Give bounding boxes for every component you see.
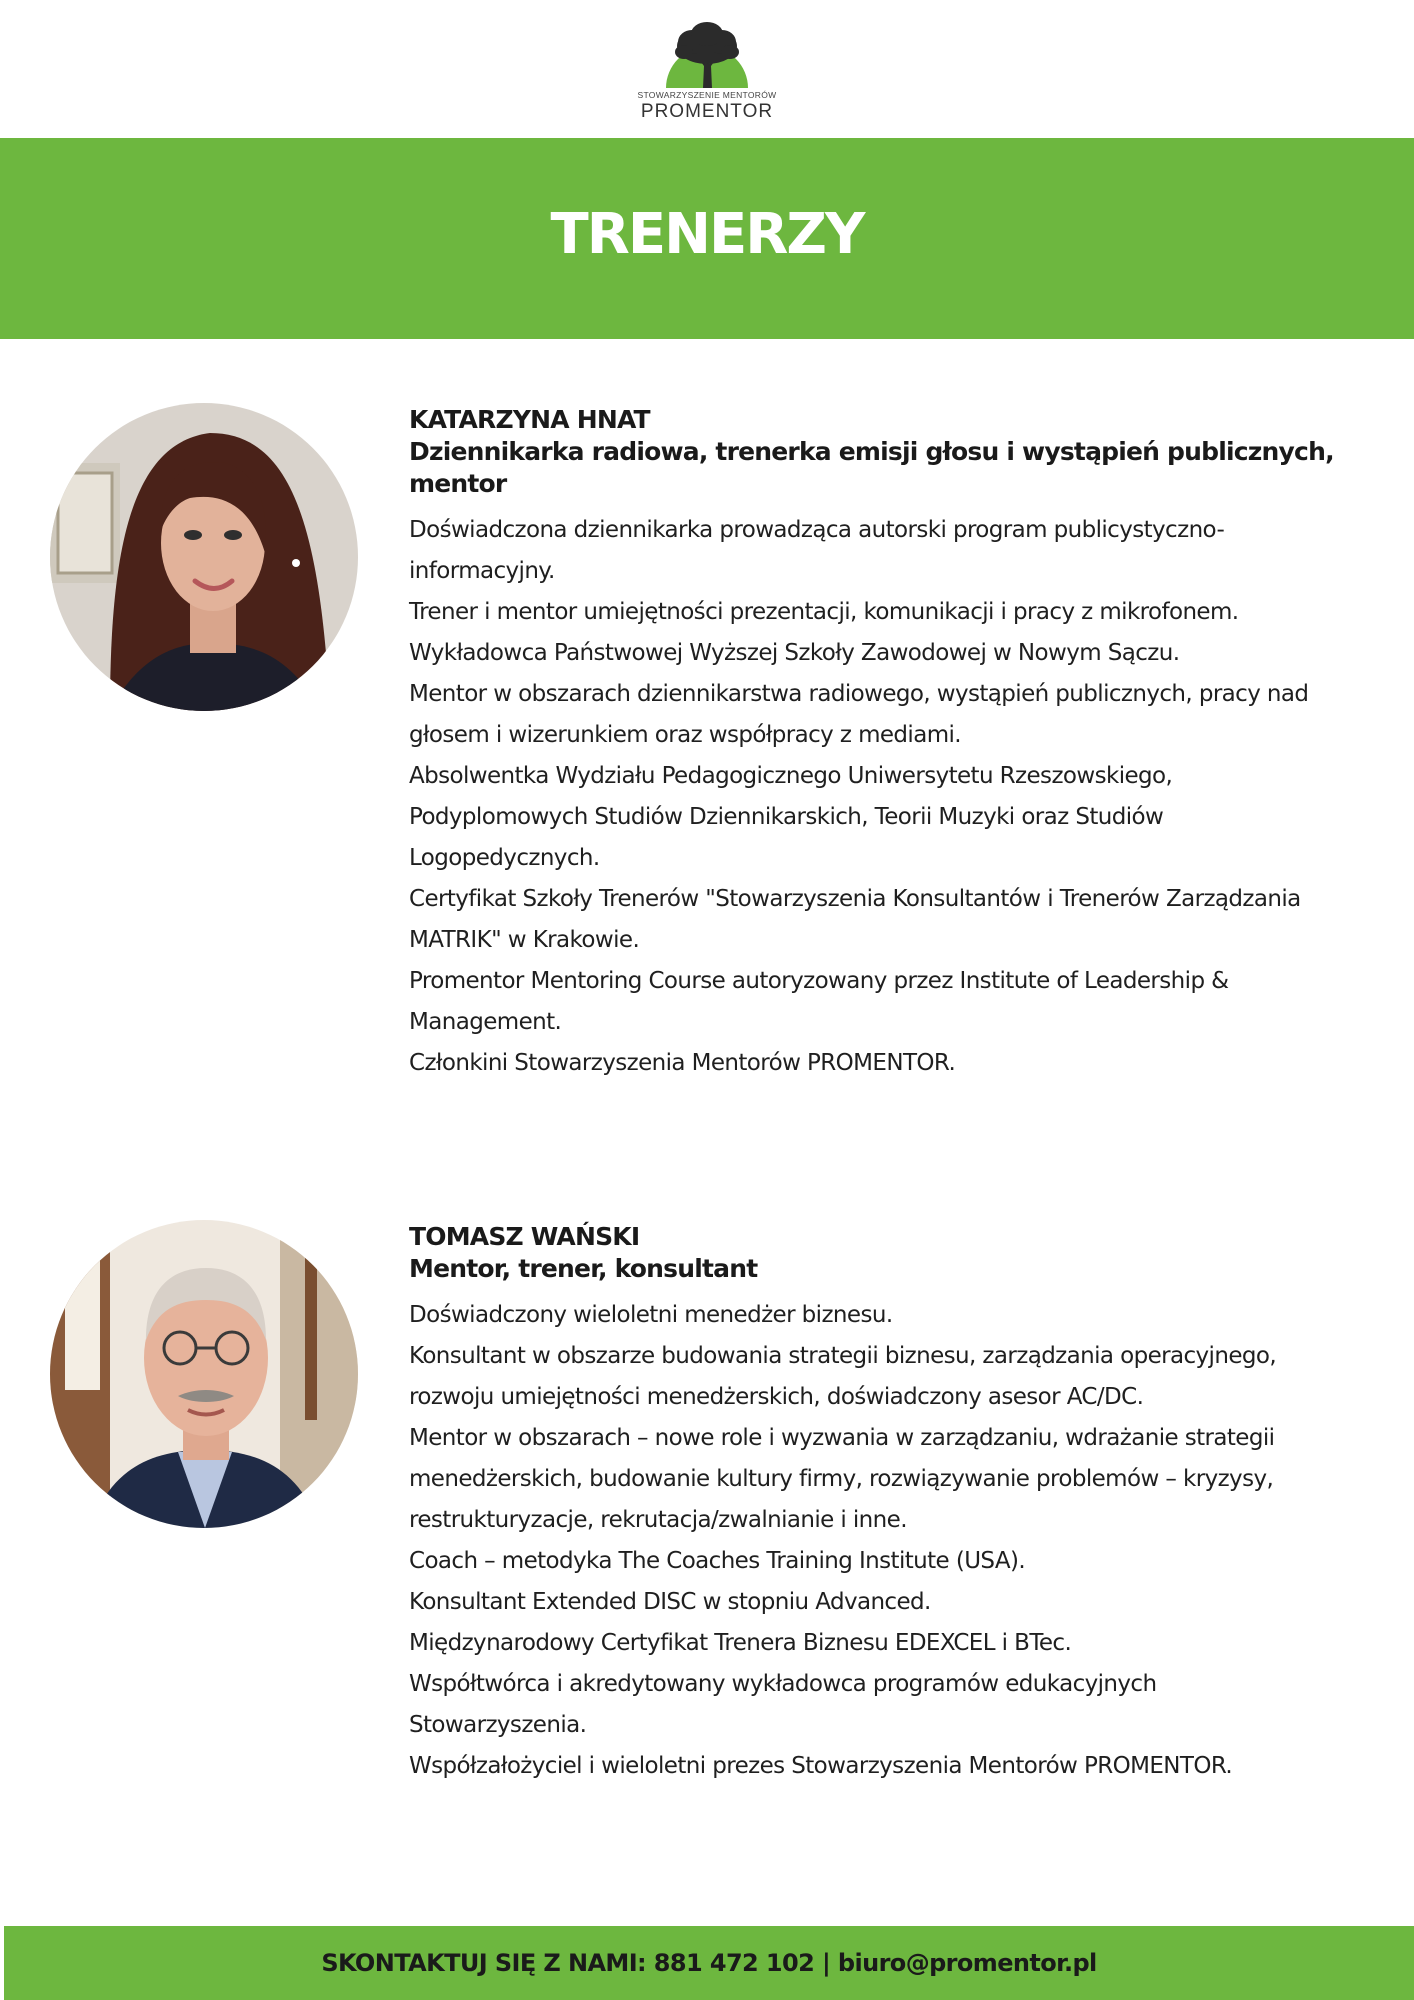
bio-line: Mentor w obszarach dziennikarstwa radiowego, wystąpień publicznych, pracy nad głosem i wizerunkiem oraz współpracy z mediami. — [409, 681, 1309, 748]
profile-role: Dziennikarka radiowa, trenerka emisji głosu i wystąpień publicznych, mentor — [409, 437, 1334, 498]
profile-photo-katarzyna — [50, 403, 358, 711]
portrait-man-image — [50, 1220, 358, 1528]
portrait-woman-image — [50, 403, 358, 711]
profile-role: Mentor, trener, konsultant — [409, 1254, 758, 1283]
logo-title: PROMENTOR — [640, 101, 774, 122]
bio-line: Doświadczony wieloletni menedżer biznesu. — [409, 1302, 893, 1328]
bio-line: Konsultant Extended DISC w stopniu Advanced. — [409, 1589, 931, 1615]
page-title: TRENERZY — [550, 202, 864, 267]
title-banner — [0, 138, 1414, 339]
bio-line: Współzałożyciel i wieloletni prezes Stowarzyszenia Mentorów PROMENTOR. — [409, 1753, 1233, 1779]
bio-line: Trener i mentor umiejętności prezentacji, komunikacji i pracy z mikrofonem. — [409, 599, 1239, 625]
profile-name: TOMASZ WAŃSKI — [409, 1222, 640, 1251]
profile-photo-tomasz — [50, 1220, 358, 1528]
contact-text[interactable]: SKONTAKTUJ SIĘ Z NAMI: 881 472 102 | biuro@promentor.pl — [321, 1949, 1097, 1977]
bio-line: Doświadczona dziennikarka prowadząca autorski program publicystyczno-informacyjny. — [409, 517, 1225, 584]
profile-name: KATARZYNA HNAT — [409, 405, 650, 434]
bio-line: Absolwentka Wydziału Pedagogicznego Uniwersytetu Rzeszowskiego, Podyplomowych Studiów Dziennikarskich, Teorii Muzyki oraz Studiów Logopedycznych. — [409, 763, 1173, 871]
bio-line: Mentor w obszarach – nowe role i wyzwania w zarządzaniu, wdrażanie strategii menedżerskich, budowanie kultury firmy, rozwiązywanie problemów – kryzysy, restrukturyzacje, rekrutacja/zwalnianie i inne. — [409, 1425, 1275, 1533]
bio-line: Międzynarodowy Certyfikat Trenera Biznesu EDEXCEL i BTec. — [409, 1630, 1072, 1656]
bio-line: Współtwórca i akredytowany wykładowca programów edukacyjnych Stowarzyszenia. — [409, 1671, 1157, 1738]
profile-katarzyna — [409, 404, 1339, 1084]
tree-logo-icon — [662, 22, 752, 88]
profile-bio — [409, 1295, 1339, 1787]
contact-footer — [4, 1926, 1414, 2000]
logo-subtitle: STOWARZYSZENIE MENTORÓW — [637, 90, 777, 100]
bio-line: Wykładowca Państwowej Wyższej Szkoły Zawodowej w Nowym Sączu. — [409, 640, 1180, 666]
profile-bio — [409, 510, 1339, 1084]
bio-line: Certyfikat Szkoły Trenerów "Stowarzyszenia Konsultantów i Trenerów Zarządzania MATRIK" w Krakowie. — [409, 886, 1301, 953]
profile-tomasz — [409, 1221, 1339, 1787]
promentor-logo — [600, 22, 814, 132]
bio-line: Coach – metodyka The Coaches Training Institute (USA). — [409, 1548, 1026, 1574]
bio-line: Członkini Stowarzyszenia Mentorów PROMENTOR. — [409, 1050, 956, 1076]
bio-line: Konsultant w obszarze budowania strategii biznesu, zarządzania operacyjnego, rozwoju umiejętności menedżerskich, doświadczony asesor AC/DC. — [409, 1343, 1277, 1410]
bio-line: Promentor Mentoring Course autoryzowany przez Institute of Leadership & Management. — [409, 968, 1229, 1035]
